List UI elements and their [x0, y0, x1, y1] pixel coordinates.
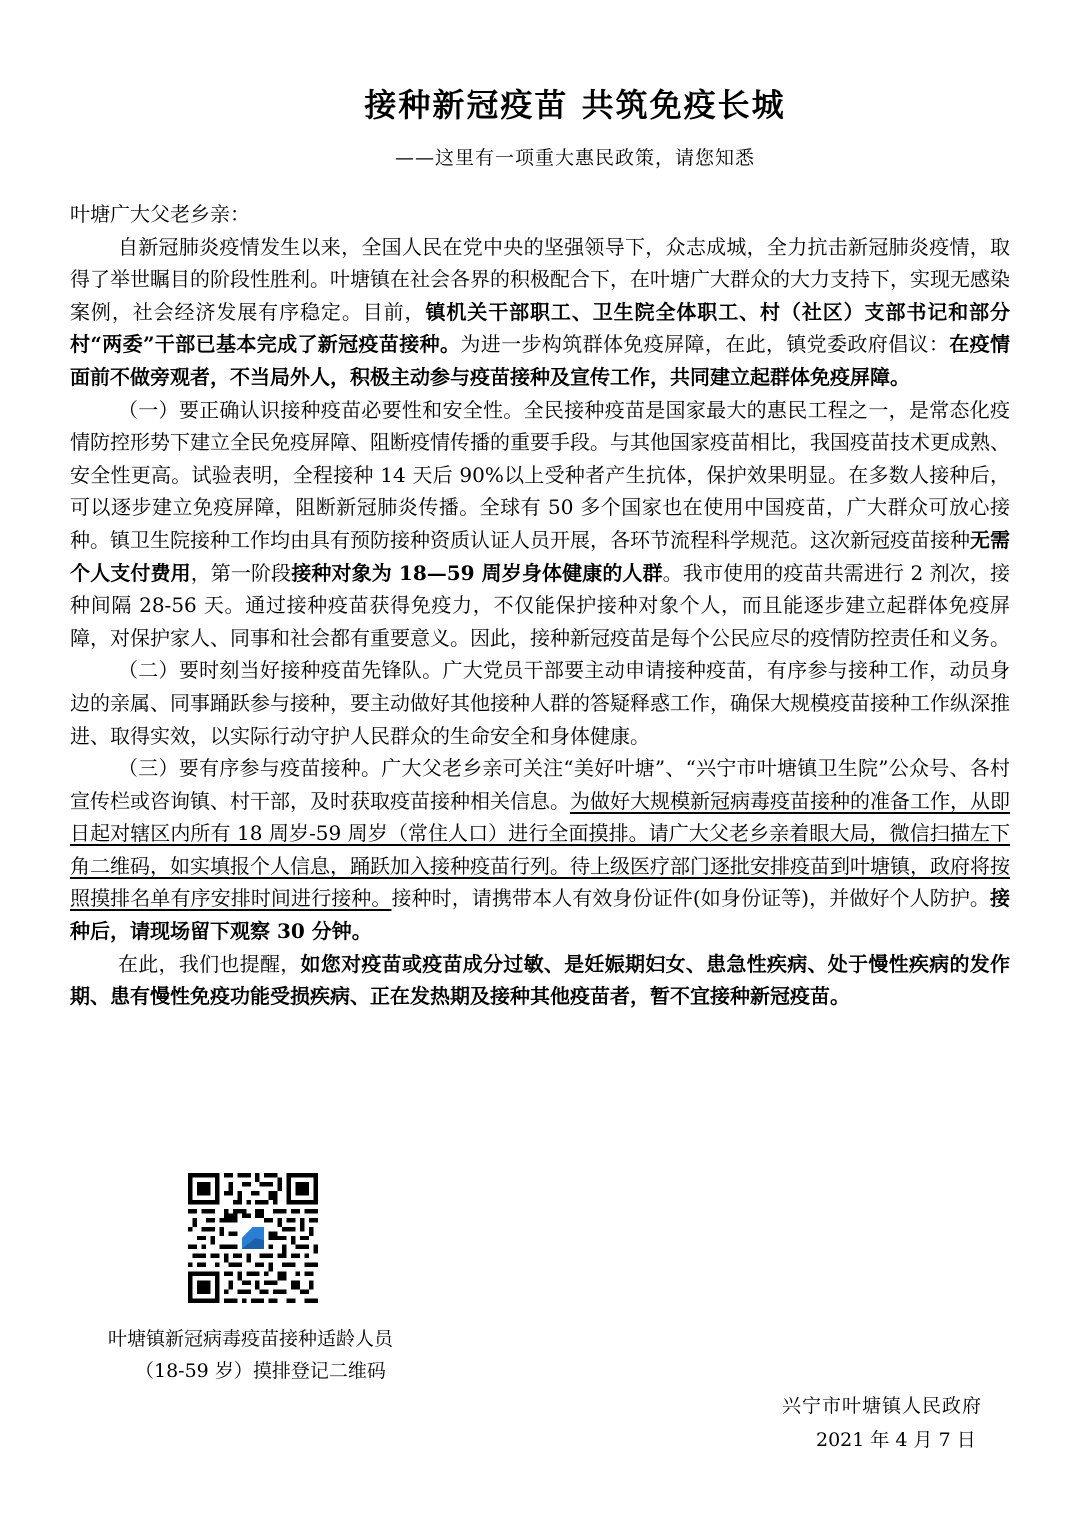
section-3-text-1: （三）要有序参与疫苗接种。广大父老乡亲可关注“美好叶塘”、“兴宁市叶塘镇卫生院”公众号、各村宣传栏或咨询镇、村干部，及时获取疫苗接种相关信息。 — [70, 756, 1010, 813]
qr-caption-line-1: 叶塘镇新冠病毒疫苗接种适龄人员 — [108, 1328, 394, 1350]
salutation: 叶塘广大父老乡亲： — [70, 202, 250, 226]
page-title: 接种新冠疫苗 共筑免疫长城 — [364, 86, 786, 124]
issue-date: 2021 年 4 月 7 日 — [816, 1429, 976, 1451]
reminder-bold-1: 如您对疫苗或疫苗成分过敏、是妊娠期妇女、患急性疾病、处于慢性疾病的发作期、患有慢性免疫功能受损疾病、正在发热期及接种其他疫苗者，暂不宜接种新冠疫苗。 — [70, 951, 1011, 1009]
page-subtitle: ——这里有一项重大惠民政策，请您知悉 — [394, 147, 755, 169]
section-1-bold-1: 无需个人支付费用 — [70, 527, 1010, 585]
section-3-bold-1: 接种后，请现场留下观察 30 分钟。 — [70, 886, 1011, 944]
section-2-text-1: （二）要时刻当好接种疫苗先锋队。广大党员干部要主动申请接种疫苗，有序参与接种工作，动员身边的亲属、同事踊跃参与接种，要主动做好其他接种人群的答疑释惑工作，确保大规模疫苗接种工作纵深推进、取得实效，以实际行动守护人民群众的生命安全和身体健康。 — [70, 658, 1010, 748]
issuer-signature: 兴宁市叶塘镇人民政府 — [782, 1395, 983, 1417]
section-3-underlined: 为做好大规模新冠病毒疫苗接种的准备工作，从即日起对辖区内所有 18 周岁-59 周岁（常住人口）进行全面摸排。请广大父老乡亲着眼大局，微信扫描左下角二维码，如实填报个人信息，踊跃加入接种疫苗行列。待上级医疗部门逐批安排疫苗到叶塘镇，政府将按照摸排名单有序安排时间进行接种。 — [70, 788, 1010, 911]
intro-bold-2: 在疫情面前不做旁观者，不当局外人，积极主动参与疫苗接种及宣传工作，共同建立起群体免疫屏障。 — [70, 332, 1011, 389]
qr-code-icon[interactable] — [188, 1173, 318, 1303]
notice-body — [70, 198, 1010, 1013]
intro-bold-1: 镇机关干部职工、卫生院全体职工、村（社区）支部书记和部分村“两委”干部已基本完成了新冠疫苗接种。 — [70, 299, 1011, 357]
section-3-text-2: 接种时，请携带本人有效身份证件(如身份证等)，并做好个人防护。 — [391, 886, 991, 911]
paragraph-section-2 — [70, 654, 1010, 752]
intro-text-2: 为进一步构筑群体免疫屏障，在此，镇党委政府倡议： — [460, 332, 950, 357]
paragraph-reminder — [70, 948, 1010, 1013]
section-1-text-2: ，第一阶段 — [190, 560, 292, 585]
qr-code-graphic — [188, 1173, 318, 1303]
section-1-bold-2: 接种对象为 18—59 周岁身体健康的人群 — [291, 560, 663, 585]
section-1-text-3: 。我市使用的疫苗共需进行 2 剂次，接种间隔 28-56 天。通过接种疫苗获得免疫力，不仅能保护接种对象个人，而且能逐步建立起群体免疫屏障，对保护家人、同事和社会都有重要意义。因此，接种新冠疫苗是每个公民应尽的疫情防控责任和义务。 — [70, 560, 1011, 650]
reminder-text-1: 在此，我们也提醒， — [118, 951, 301, 976]
section-1-text-1: （一）要正确认识接种疫苗必要性和安全性。全民接种疫苗是国家最大的惠民工程之一，是常态化疫情防控形势下建立全民免疫屏障、阻断疫情传播的重要手段。与其他国家疫苗相比，我国疫苗技术更成熟、安全性更高。试验表明，全程接种 14 天后 90%以上受种者产生抗体，保护效果明显。在多数人接种后，可以逐步建立免疫屏障，阻断新冠肺炎传播。全球有 50 多个国家也在使用中国疫苗，广大群众可放心接种。镇卫生院接种工作均由具有预防接种资质认证人员开展，各环节流程科学规范。这次新冠疫苗接种 — [70, 397, 1010, 552]
paragraph-intro — [70, 231, 1010, 394]
paragraph-section-1 — [70, 394, 1010, 655]
paragraph-section-3 — [70, 752, 1010, 948]
qr-caption-line-2: （18-59 岁）摸排登记二维码 — [135, 1360, 386, 1382]
intro-text-1: 自新冠肺炎疫情发生以来，全国人民在党中央的坚强领导下，众志成城，全力抗击新冠肺炎疫情，取得了举世瞩目的阶段性胜利。叶塘镇在社会各界的积极配合下，在叶塘广大群众的大力支持下，实现无感染案例，社会经济发展有序稳定。目前， — [70, 234, 1010, 324]
